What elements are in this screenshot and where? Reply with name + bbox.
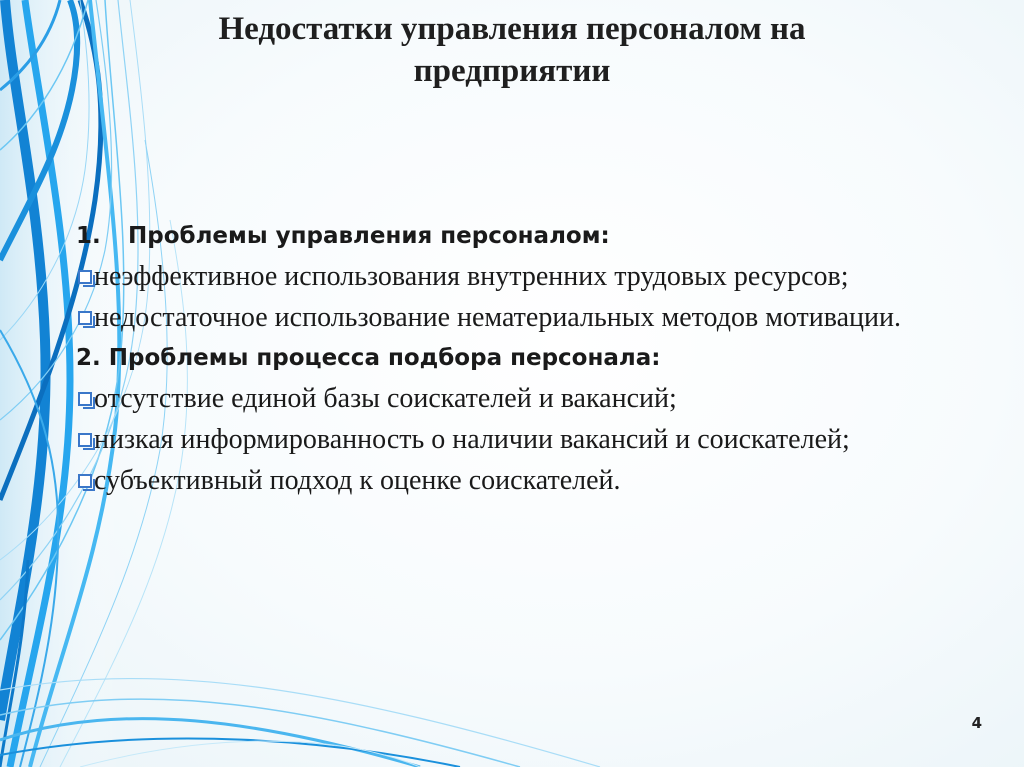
bullet-item-text: низкая информированность о наличии вакансий и соискателей; — [94, 424, 850, 455]
section-1-heading-text: Проблемы управления персоналом: — [128, 223, 610, 249]
bullet-item — [76, 297, 956, 338]
bullet-item — [76, 378, 956, 419]
checkbox-bullet-icon — [78, 474, 92, 488]
section-1-heading — [76, 216, 956, 256]
bullet-item-text: недостаточное использование нематериальных методов мотивации. — [94, 302, 901, 333]
checkbox-bullet-icon — [78, 311, 92, 325]
bullet-item-text: отсутствие единой базы соискателей и вакансий; — [94, 383, 677, 414]
section-1-number: 1. — [76, 223, 101, 249]
bullet-item — [76, 419, 956, 460]
bullet-item-text: неэффективное использования внутренних трудовых ресурсов; — [94, 261, 849, 292]
slide-title-line-2: предприятии — [413, 53, 611, 89]
checkbox-bullet-icon — [78, 433, 92, 447]
slide-content — [76, 216, 956, 501]
checkbox-bullet-icon — [78, 270, 92, 284]
section-2-heading-text: 2. Проблемы процесса подбора персонала: — [76, 345, 661, 371]
page-number: 4 — [971, 714, 982, 732]
slide-title-line-1: Недостатки управления персоналом на — [218, 11, 806, 47]
bullet-item — [76, 256, 956, 297]
section-2-heading — [76, 338, 956, 378]
checkbox-bullet-icon — [78, 392, 92, 406]
bullet-item-text: субъективный подход к оценке соискателей. — [94, 465, 621, 496]
bullet-item — [76, 460, 956, 501]
slide-title — [0, 8, 1024, 92]
